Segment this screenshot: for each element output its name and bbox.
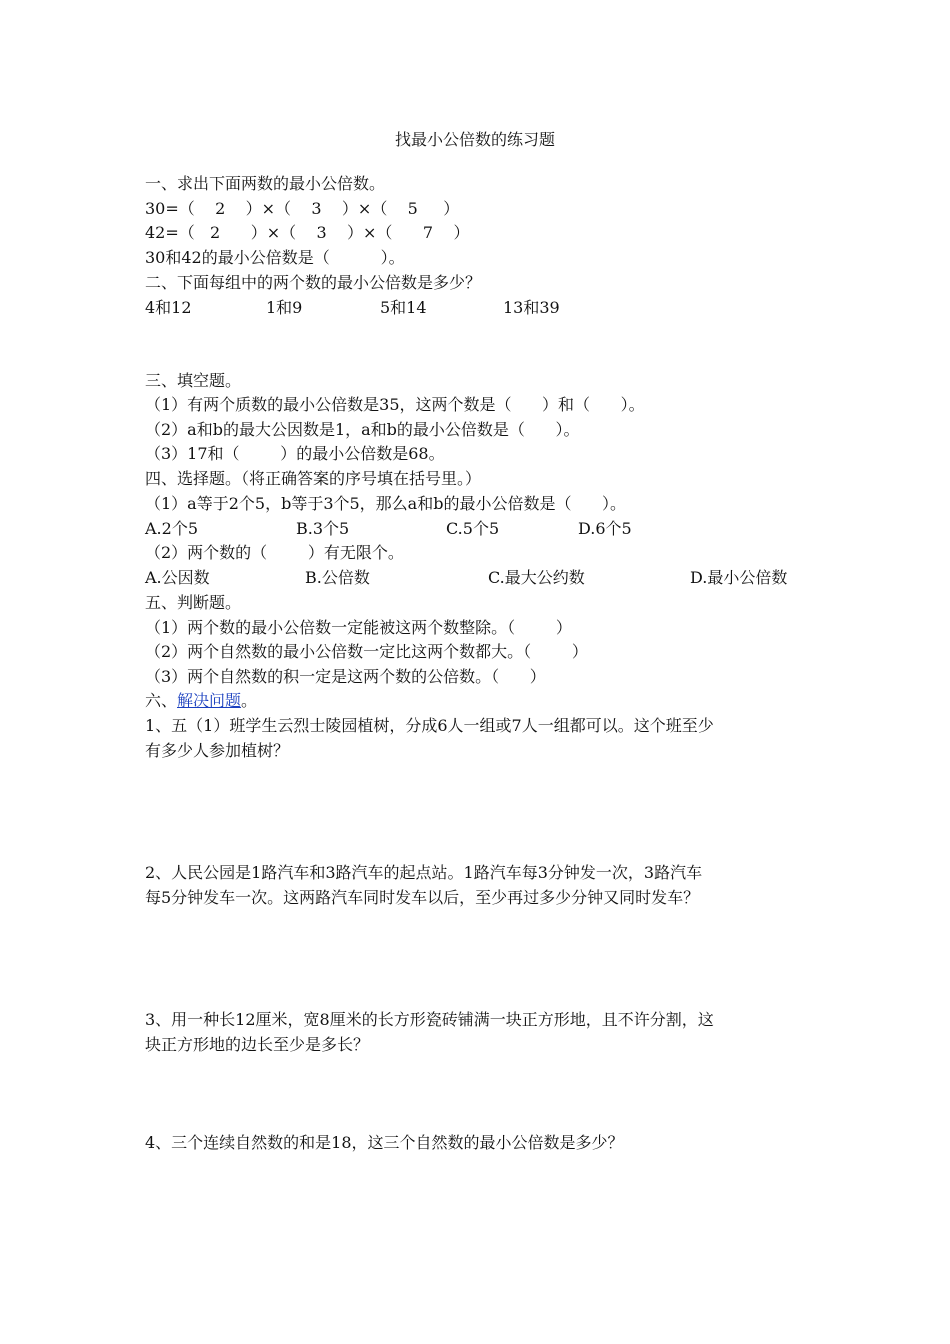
section-4-q2-option-a: A.公因数 <box>145 568 210 587</box>
problem-1-line-2: 有多少人参加植树？ <box>145 741 290 760</box>
section-6-heading-suffix: 。 <box>241 691 258 710</box>
problem-3-line-1: 3、用一种长12厘米，宽8厘米的长方形瓷砖铺满一块正方形地，且不许分割，这 <box>145 1010 714 1029</box>
section-1-line-3: 30和42的最小公倍数是（ ）。 <box>145 248 405 267</box>
section-4-q2-option-c: C.最大公约数 <box>488 568 585 587</box>
section-3-heading: 三、填空题。 <box>145 371 242 390</box>
solve-problems-link[interactable]: 解决问题 <box>177 691 242 710</box>
section-3-question-2: （2）a和b的最大公因数是1，a和b的最小公倍数是（ ）。 <box>145 420 580 439</box>
section-3-question-3: （3）17和（ ）的最小公倍数是68。 <box>145 444 445 463</box>
section-2-pair: 1和9 <box>266 298 303 317</box>
section-5-question-2: （2）两个自然数的最小公倍数一定比这两个数都大。（ ） <box>145 642 588 661</box>
section-2-pair: 4和12 <box>145 298 192 317</box>
page-title: 找最小公倍数的练习题 <box>394 130 555 149</box>
section-4-question-2: （2）两个数的（ ）有无限个。 <box>145 543 404 562</box>
section-4-question-1: （1）a等于2个5，b等于3个5，那么a和b的最小公倍数是（ ）。 <box>145 494 626 513</box>
problem-2-line-1: 2、人民公园是1路汽车和3路汽车的起点站。1路汽车每3分钟发一次，3路汽车 <box>145 863 703 882</box>
section-4-q1-option-b: B.3个5 <box>296 519 350 538</box>
section-2-pair: 13和39 <box>503 298 560 317</box>
section-1-line-1: 30=（ 2 ）×（ 3 ）×（ 5 ） <box>145 199 460 218</box>
section-3-question-1: （1）有两个质数的最小公倍数是35，这两个数是（ ）和（ ）。 <box>145 395 645 414</box>
section-4-q2-option-b: B.公倍数 <box>305 568 370 587</box>
section-5-heading: 五、判断题。 <box>145 593 242 612</box>
problem-4: 4、三个连续自然数的和是18，这三个自然数的最小公倍数是多少？ <box>145 1133 624 1152</box>
section-4-q1-option-d: D.6个5 <box>578 519 632 538</box>
section-5-question-1: （1）两个数的最小公倍数一定能被这两个数整除。（ ） <box>145 618 572 637</box>
section-4-q1-option-a: A.2个5 <box>145 519 199 538</box>
section-6-heading <box>145 691 257 711</box>
section-1-line-2: 42=（ 2 ）×（ 3 ）×（ 7 ） <box>145 223 470 242</box>
problem-1-line-1: 1、五（1）班学生云烈士陵园植树，分成6人一组或7人一组都可以。这个班至少 <box>145 716 714 735</box>
section-5-question-3: （3）两个自然数的积一定是这两个数的公倍数。（ ） <box>145 667 546 686</box>
problem-2-line-2: 每5分钟发车一次。这两路汽车同时发车以后，至少再过多少分钟又同时发车？ <box>145 888 700 907</box>
section-1-heading: 一、求出下面两数的最小公倍数。 <box>145 174 386 193</box>
section-4-heading: 四、选择题。（将正确答案的序号填在括号里。） <box>145 469 482 488</box>
section-4-q1-option-c: C.5个5 <box>446 519 500 538</box>
section-2-heading: 二、下面每组中的两个数的最小公倍数是多少？ <box>145 273 482 292</box>
problem-3-line-2: 块正方形地的边长至少是多长？ <box>145 1035 370 1054</box>
section-6-heading-prefix: 六、 <box>145 691 178 710</box>
section-2-pair: 5和14 <box>380 298 427 317</box>
section-4-q2-option-d: D.最小公倍数 <box>690 568 788 587</box>
